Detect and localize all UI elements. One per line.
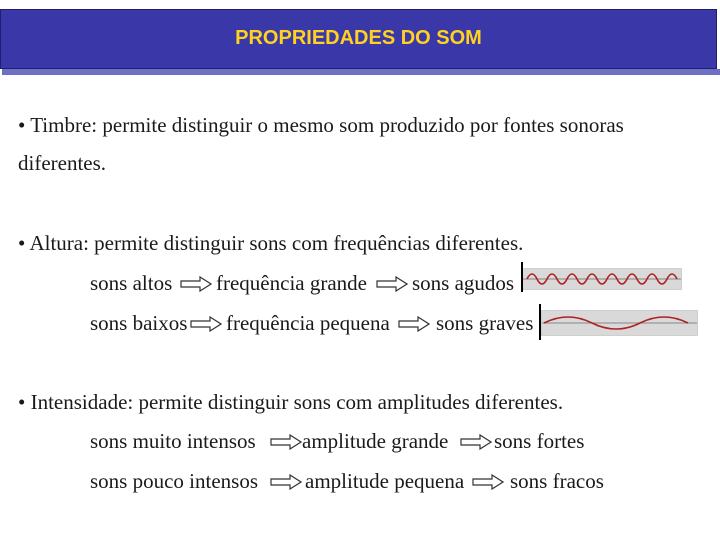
intensidade-row1-result: sons fortes (494, 429, 585, 453)
timbre-line-2: diferentes. (18, 151, 107, 175)
low-frequency-wave (542, 311, 697, 335)
altura-heading: • Altura: permite distinguir sons com frequências diferentes. (18, 231, 524, 255)
intensidade-row2-result: sons fracos (510, 469, 604, 493)
altura-row1-result: sons agudos (412, 271, 515, 295)
intensidade-row1-cause: sons muito intensos (90, 429, 256, 453)
arrow-right-icon (472, 474, 504, 490)
arrow-right-icon (460, 434, 492, 450)
intensidade-heading: • Intensidade: permite distinguir sons com amplitudes diferentes. (18, 390, 564, 414)
high-frequency-wave-panel (522, 268, 682, 290)
slide-title: PROPRIEDADES DO SOM (235, 27, 482, 49)
high-frequency-wave (523, 269, 681, 289)
wave-axis (539, 304, 541, 340)
altura-row1-frequency: frequência grande (216, 271, 367, 295)
title-bar-shadow (2, 69, 720, 75)
altura-row2-result: sons graves (436, 311, 534, 335)
arrow-right-icon (376, 276, 408, 292)
arrow-right-icon (270, 434, 302, 450)
intensidade-row1-amplitude: amplitude grande (302, 429, 449, 453)
arrow-right-icon (190, 316, 222, 332)
arrow-right-icon (180, 276, 212, 292)
timbre-line-1: • Timbre: permite distinguir o mesmo som produzido por fontes sonoras (18, 113, 624, 137)
wave-axis (521, 262, 523, 292)
intensidade-row2-amplitude: amplitude pequena (305, 469, 465, 493)
arrow-right-icon (270, 474, 302, 490)
low-frequency-wave-panel (541, 310, 698, 336)
altura-row2-cause: sons baixos (90, 311, 188, 335)
arrow-right-icon (398, 316, 430, 332)
altura-row2-frequency: frequência pequena (226, 311, 390, 335)
intensidade-row2-cause: sons pouco intensos (90, 469, 258, 493)
title-header (0, 0, 720, 80)
altura-row1-cause: sons altos (90, 271, 173, 295)
